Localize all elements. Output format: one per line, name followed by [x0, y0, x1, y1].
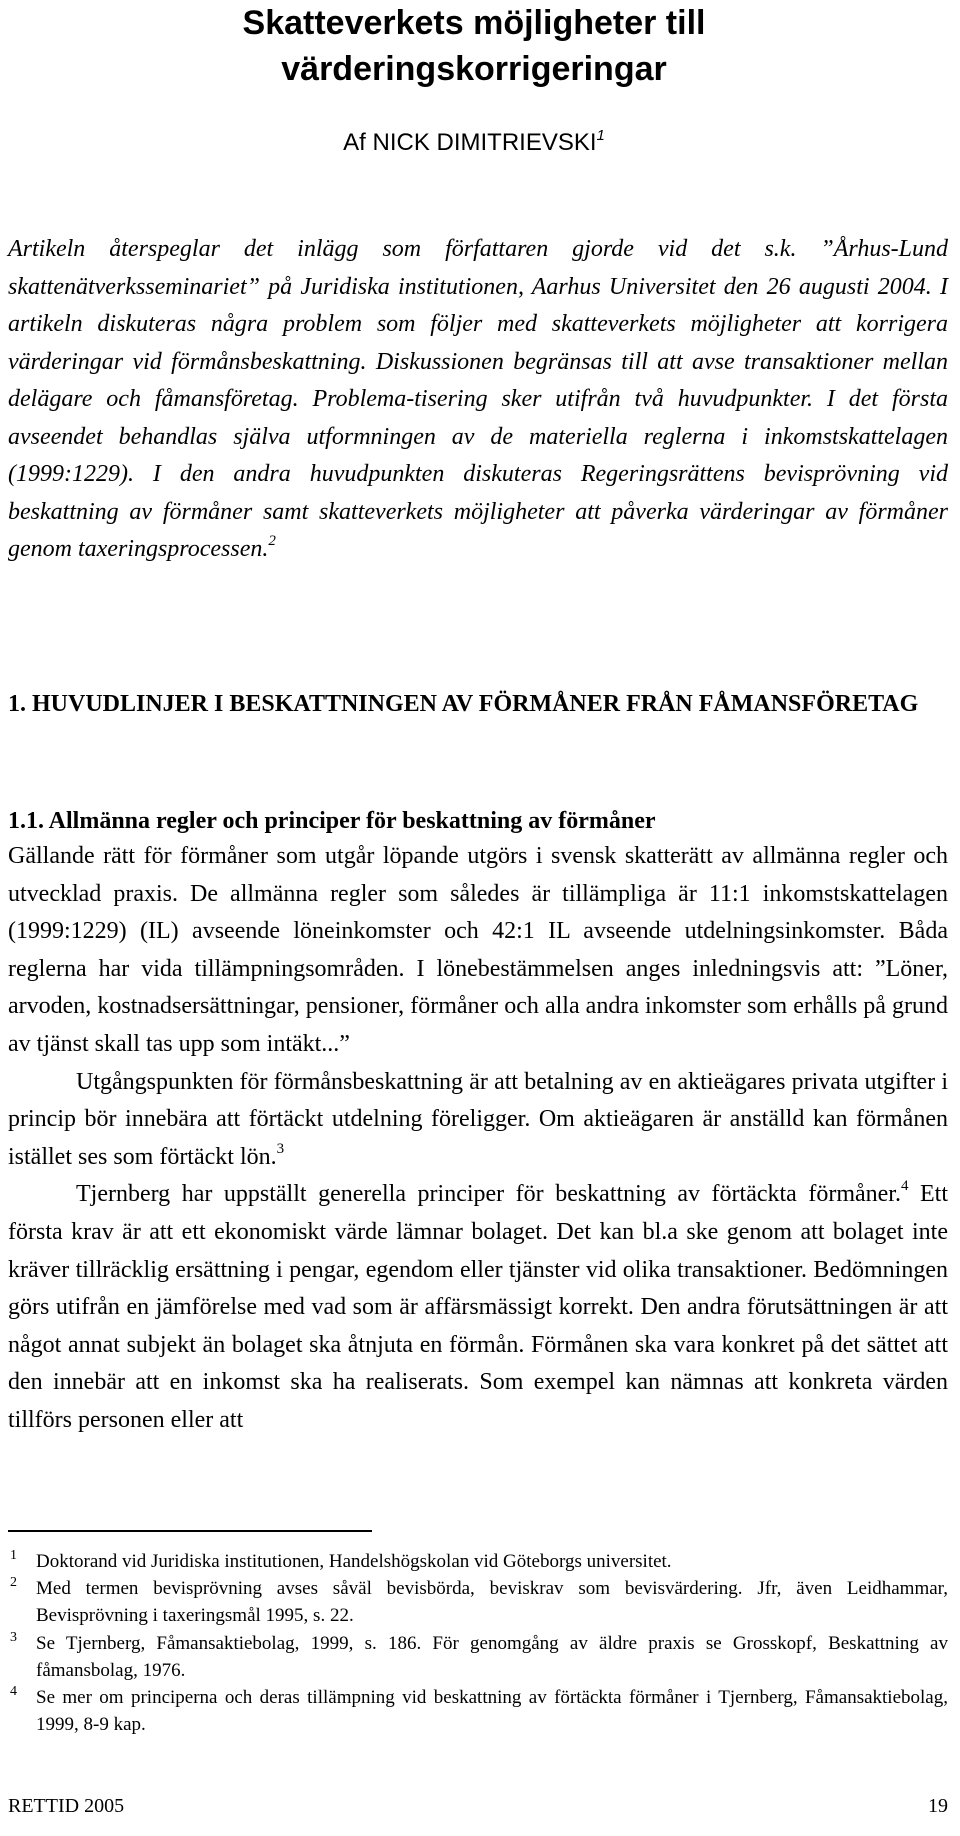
body-text	[8, 838, 948, 1440]
footnote-number: 3	[10, 1629, 17, 1645]
footnote-text: Se mer om principerna och deras tillämpning vid beskattning av förtäckta förmåner i Tjernberg, Fåmansaktiebolag, 1999, 8-9 kap.	[36, 1687, 948, 1736]
footnote	[8, 1575, 948, 1629]
article-title-line-2: värderingskorrigeringar	[281, 50, 667, 88]
author-line	[0, 128, 948, 158]
footnote-number: 2	[10, 1575, 17, 1591]
footnote	[8, 1630, 948, 1684]
article-title	[0, 0, 948, 92]
body-paragraph-3-text-a: Tjernberg har uppställt generella principer för beskattning av förtäckta förmåner.	[76, 1181, 901, 1208]
footnote-text: Med termen bevisprövning avses såväl bevisbörda, beviskrav som bevisvärdering. Jfr, även Leidhammar, Bevisprövning i taxeringsmål 1995, s. 22.	[36, 1578, 948, 1627]
footnote	[8, 1548, 948, 1575]
author-name: Af NICK DIMITRIEVSKI	[343, 129, 597, 156]
abstract-footnote-ref[interactable]: 2	[268, 533, 276, 549]
footnote-text: Se Tjernberg, Fåmansaktiebolag, 1999, s. 186. För genomgång av äldre praxis se Grosskopf, Beskattning av fåmansbolag, 1976.	[36, 1632, 948, 1681]
footnote-text: Doktorand vid Juridiska institutionen, Handelshögskolan vid Göteborgs universitet.	[36, 1551, 672, 1572]
footnote-separator	[8, 1530, 372, 1532]
body-paragraph-3	[8, 1176, 948, 1439]
footnote-number: 1	[10, 1548, 17, 1563]
article-title-line-1: Skatteverkets möjligheter till	[242, 4, 706, 42]
footnotes	[8, 1548, 948, 1738]
footnote-ref-4[interactable]: 4	[900, 1178, 909, 1195]
abstract-text: Artikeln återspeglar det inlägg som författaren gjorde vid det s.k. ”Århus-Lund skattenätverksseminariet” på Juridiska institutionen, Aarhus Universitet den 26 augusti 2004. I artikeln diskuteras några problem som följer med skatteverkets möjligheter att korrigera värderingar vid förmånsbeskattning. Diskussionen begränsas till att avse transaktioner mellan delägare och fåmansföretag. Problema-tisering sker utifrån två huvudpunkter. I det första avseendet behandlas själva utformningen av de materiella reglerna i inkomstskattelagen (1999:1229). I den andra huvudpunkten diskuteras Regeringsrättens bevisprövning vid beskattning av förmåner samt skatteverkets möjligheter att påverka värderingar av förmåner genom taxeringsprocessen.	[8, 236, 948, 562]
footnote-number: 4	[10, 1684, 17, 1700]
section-heading: 1. HUVUDLINJER I BESKATTNINGEN AV FÖRMÅNER FRÅN FÅMANSFÖRETAG	[8, 691, 919, 717]
abstract	[8, 231, 948, 569]
author-footnote-ref[interactable]: 1	[596, 127, 605, 144]
body-paragraph-2	[8, 1064, 948, 1177]
body-paragraph-2-text: Utgångspunkten för förmånsbeskattning är att betalning av en aktieägares privata utgifter i princip bör innebära att förtäckt utdelning föreligger. Om aktieägaren är anställd kan förmånen istället ses som förtäckt lön.	[8, 1068, 948, 1170]
body-paragraph-1: Gällande rätt för förmåner som utgår löpande utgörs i svensk skatterätt av allmänna regler och utvecklad praxis. De allmänna regler som således är tillämpliga är 11:1 inkomstskattelagen (1999:1229) (IL) avseende löneinkomster och 42:1 IL avseende utdelningsinkomster. Båda reglerna har vida tillämpningsområden. I lönebestämmelsen anges inledningsvis att: ”Löner, arvoden, kostnadsersättningar, pensioner, förmåner och alla andra inkomster som erhålls på grund av tjänst skall tas upp som intäkt...”	[8, 843, 948, 1057]
page-number: 19	[928, 1795, 948, 1817]
subsection-heading: 1.1. Allmänna regler och principer för beskattning av förmåner	[8, 808, 656, 834]
footnote-ref-3[interactable]: 3	[276, 1140, 285, 1157]
journal-name: RETTID 2005	[8, 1795, 125, 1817]
body-paragraph-3-text-b: Ett första krav är att ett ekonomiskt värde lämnar bolaget. Det kan bl.a ske genom att bolaget inte kräver tillräcklig ersättning i pengar, egendom eller tjänster vid olika transaktioner. Bedömningen görs utifrån en jämförelse med vad som är affärsmässigt korrekt. Den andra förutsättningen är att något annat subjekt än bolaget ska åtnjuta en förmån. Förmånen ska vara konkret på det sättet att den innebär att en inkomst ska ha realiserats. Som exempel kan nämnas att konkreta värden tillförs personen eller att	[8, 1181, 948, 1433]
footnote	[8, 1684, 948, 1738]
